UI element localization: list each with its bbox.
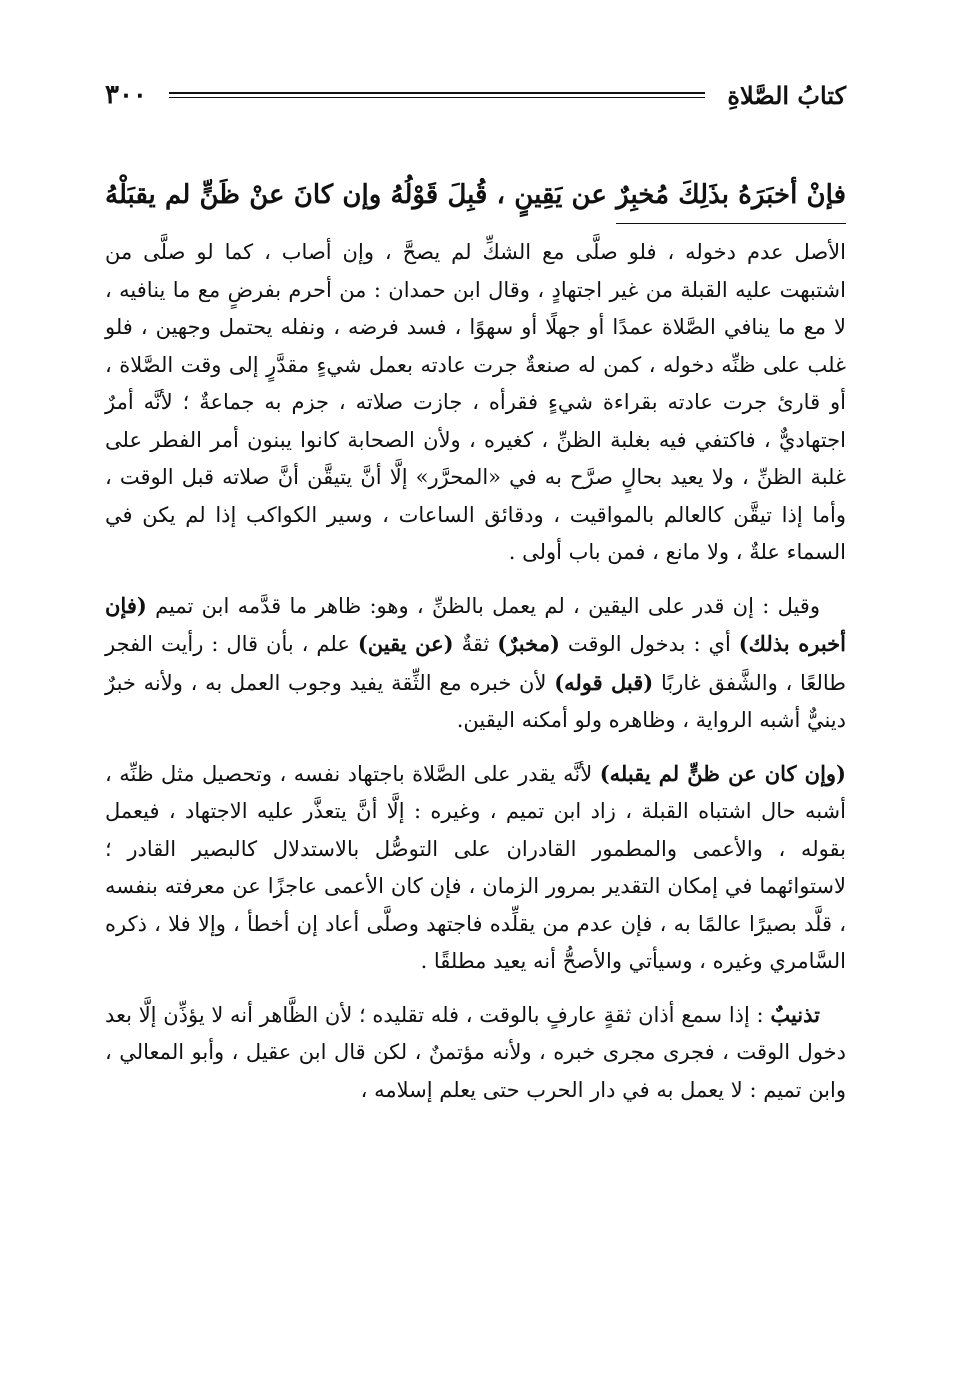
chapter-title: كتابُ الصَّلاةِ <box>727 80 846 110</box>
matn-divider <box>616 223 846 224</box>
paragraph-text: لأنَّه يقدر على الصَّلاة باجتهاد نفسه ، وتحصيل مثل ظنِّه ، أشبه حال اشتباه القبلة ، زاد ابن تميم ، وغيره : إلَّا أنَّ يتعذَّر عليه الاجتهاد ، فيعمل بقوله ، والأعمى والمطمور القادران على التوصُّل بالاستدلال كالبصير القادر ؛ لاستوائهما في إمكان التقدير بمرور الزمان ، فإن كان الأعمى عاجزًا عن معرفته بنفسه ، قلَّد بصيرًا عالمًا به ، فإن عدم من يقلِّده فاجتهد وصلَّى أعاد إن أخطأ ، وإلا فلا ، ذكره السَّامري وغيره ، وسيأتي والأصحُّ أنه يعيد مطلقًا . <box>105 761 846 973</box>
header-rule <box>169 92 705 98</box>
commentary-paragraph-1: الأصل عدم دخوله ، فلو صلَّى مع الشكِّ لم يصحَّ ، وإن أصاب ، كما لو صلَّى من اشتبهت عليه القبلة من غير اجتهادٍ ، وقال ابن حمدان : من أحرم بفرضٍ مع ما ينافيه ، لا مع ما ينافي الصَّلاة عمدًا أو جهلًا أو سهوًا ، فسد فرضه ، ونفله يحتمل وجهين ، فلو غلب على ظنِّه دخوله ، كمن له صنعةٌ جرت عادته بعمل شيءٍ مقدَّرٍ إلى وقت الصَّلاة ، أو قارئ جرت عادته بقراءة شيءٍ فقرأه ، جازت صلاته ، جزم به جماعةٌ ؛ لأنَّه أمرٌ اجتهاديٌّ ، فاكتفي فيه بغلبة الظنِّ ، كغيره ، ولأن الصحابة كانوا يبنون أمر الفطر على غلبة الظنِّ ، ولا يعيد بحالٍ صرَّح به في «المحرَّر» إلَّا أنَّ يتيقَّن أنَّ صلاته قبل الوقت ، وأما إذا تيقَّن كالعالم بالمواقيت ، ودقائق الساعات ، وسير الكواكب إذا لم يكن في السماء علةٌ ، ولا مانع ، فمن باب أولى . <box>105 240 846 564</box>
commentary-paragraph-3 <box>105 755 846 981</box>
note-heading: تذنيبٌ <box>770 1001 820 1027</box>
paragraph-text: لأن خبره مع الثِّقة يفيد وجوب العمل به ، ولأنه خبرٌ دينيٌّ أشبه الرواية ، وظاهره ولو أمكنه اليقين. <box>105 670 846 732</box>
quoted-matn: (وإن كان عن ظنٍّ لم يقبله) <box>599 760 846 786</box>
book-page <box>105 75 846 1109</box>
page-number: ٣٠٠ <box>105 80 147 110</box>
quoted-matn: (مخبرٌ) <box>497 631 560 656</box>
commentary-paragraph-2 <box>105 587 846 740</box>
matn-text: فإنْ أخبَرَهُ بذَلِكَ مُخبِرٌ عن يَقِينٍ ، قُبِلَ قَوْلُهُ وإن كانَ عنْ ظَنٍّ لم يقبَلْهُ <box>105 180 846 210</box>
quoted-matn: (عن يقين) <box>357 631 454 656</box>
paragraph-text: علم ، بأن قال : رأيت الفجر طالعًا ، والشَّفق غاربًا <box>105 632 846 695</box>
paragraph-text: أي : بدخول الوقت <box>559 632 739 656</box>
quoted-matn: (فإن أخبره بذلك) <box>105 592 846 656</box>
paragraph-text: ثقةٌ <box>453 632 498 656</box>
paragraph-text: : إذا سمع أذان ثقةٍ عارفٍ بالوقت ، فله تقليده ؛ لأن الظَّاهر أنه لا يؤذِّن إلَّا بعد دخول الوقت ، فجرى مجرى خبره ، ولأنه مؤتمنٌ ، لكن قال ابن عقيل ، وأبو المعالي ، وابن تميم : لا يعمل به في دار الحرب حتى يعلم إسلامه ، <box>105 1002 846 1102</box>
quoted-matn: (قبل قوله) <box>554 669 654 695</box>
paragraph-text: وقيل : إن قدر على اليقين ، لم يعمل بالظنِّ ، وهو: ظاهر ما قدَّمه ابن تميم <box>146 593 820 618</box>
running-header <box>105 75 846 115</box>
commentary-paragraph-4 <box>105 996 846 1110</box>
